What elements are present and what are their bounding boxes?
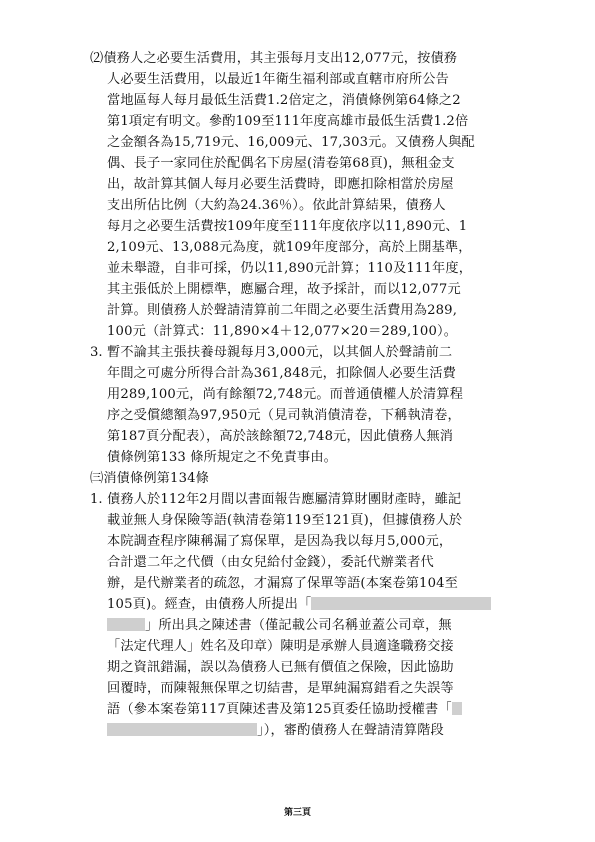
text-line-28 [107,615,452,636]
redacted-name-block [311,597,491,610]
text-line-13: 計算。則債務人於聲請清算前二年間之必要生活費用為289, [107,303,458,318]
text-line-9: 每月之必要生活費按109年度至111年度依序以11,890元、1 [107,219,468,234]
page-number: 第三頁 [283,808,311,818]
section-heading: ㈢消債條例第134條 [90,471,209,486]
text-line-32-content: 語（參本案卷第117頁陳述書及第125頁委任協助授權書「 [107,702,452,717]
text-line-10: 2,109元、13,088元為度，就109年度部分，高於上開基準， [107,240,472,255]
text-line-19: 第187頁分配表），高於該餘額72,748元，因此債務人無消 [107,429,454,444]
list-marker-3: 3. [90,345,103,360]
redacted-name-block [107,618,145,631]
text-line-30: 期之資訊錯漏，誤以為債務人已無有價值之保險，因此協助 [107,660,454,675]
text-line-22: 債務人於112年2月間以書面報告應屬清算財團財產時，雖記 [107,492,462,507]
redacted-name-block [452,702,462,715]
text-line-18: 序之受償總額為97,950元（見司執消債清卷，下稱執清卷， [107,408,461,423]
text-line-15: 暫不論其主張扶養母親每月3,000元，以其個人於聲請前二 [107,345,453,360]
text-line-3: 當地區每人每月最低生活費1.2倍定之，消債條例第64條之2 [107,93,461,108]
redacted-name-block [107,723,257,736]
text-line-2: 人必要生活費用，以最近1年衛生福利部或直轄市府所公告 [107,72,449,87]
text-line-31: 回覆時，而陳報無保單之切結書，是單純漏寫錯看之失誤等 [107,681,454,696]
text-line-27 [107,594,491,615]
list-marker-1: 1. [90,492,103,507]
text-line-25: 合計還二年之代價（由女兒給付金錢），委託代辦業者代 [107,555,434,570]
text-line-29: 「法定代理人」姓名及印章）陳明是承辦人員適逢職務交接 [107,639,454,654]
text-line-20: 債條例第133 條所規定之不免責事由。 [107,450,338,465]
text-line-28-content: 」所出具之陳述書（僅記載公司名稱並蓋公司章，無 [145,618,452,633]
text-line-23: 載並無人身保險等語(執清卷第119至121頁)，但據債務人於 [107,513,463,528]
text-line-7: 出，故計算其個人每月必要生活費時，即應扣除相當於房屋 [107,177,454,192]
text-line-27-content: 105頁)。經查，由債務人所提出「 [107,597,312,612]
text-line-17: 用289,100元，尚有餘額72,748元。而普通債權人於清算程 [107,387,464,402]
text-line-26: 辦，是代辦業者的疏忽，才漏寫了保單等語(本案卷第104至 [107,576,459,591]
text-line-12: 其主張低於上開標準，應屬合理，故予採計，而以12,077元 [107,282,461,297]
text-line-33-content: 」），審酌債務人在聲請清算階段 [257,723,444,738]
text-line-33 [107,720,444,741]
text-line-1: ⑵債務人之必要生活費用，其主張每月支出12,077元，按債務 [90,51,458,66]
text-line-24: 本院調查程序陳稱漏了寫保單，是因為我以每月5,000元， [107,534,453,549]
text-line-16: 年間之可處分所得合計為361,848元，扣除個人必要生活費 [107,366,457,381]
text-line-4: 第1項定有明文。參酌109至111年度高雄市最低生活費1.2倍 [107,114,469,129]
text-line-11: 並未舉證，自非可採，仍以11,890元計算；110及111年度， [107,261,473,276]
text-line-32 [107,699,462,720]
text-line-5: 之金額各為15,719元、16,009元、17,303元。又債務人與配 [107,135,475,150]
text-line-8: 支出所佔比例（大約為24.36％）。依此計算結果，債務人 [107,198,446,213]
text-line-14: 100元（計算式：11,890×4＋12,077×20＝289,100）。 [107,324,458,339]
text-line-6: 偶、長子一家同住於配偶名下房屋(清卷第68頁)，無租金支 [107,156,455,171]
